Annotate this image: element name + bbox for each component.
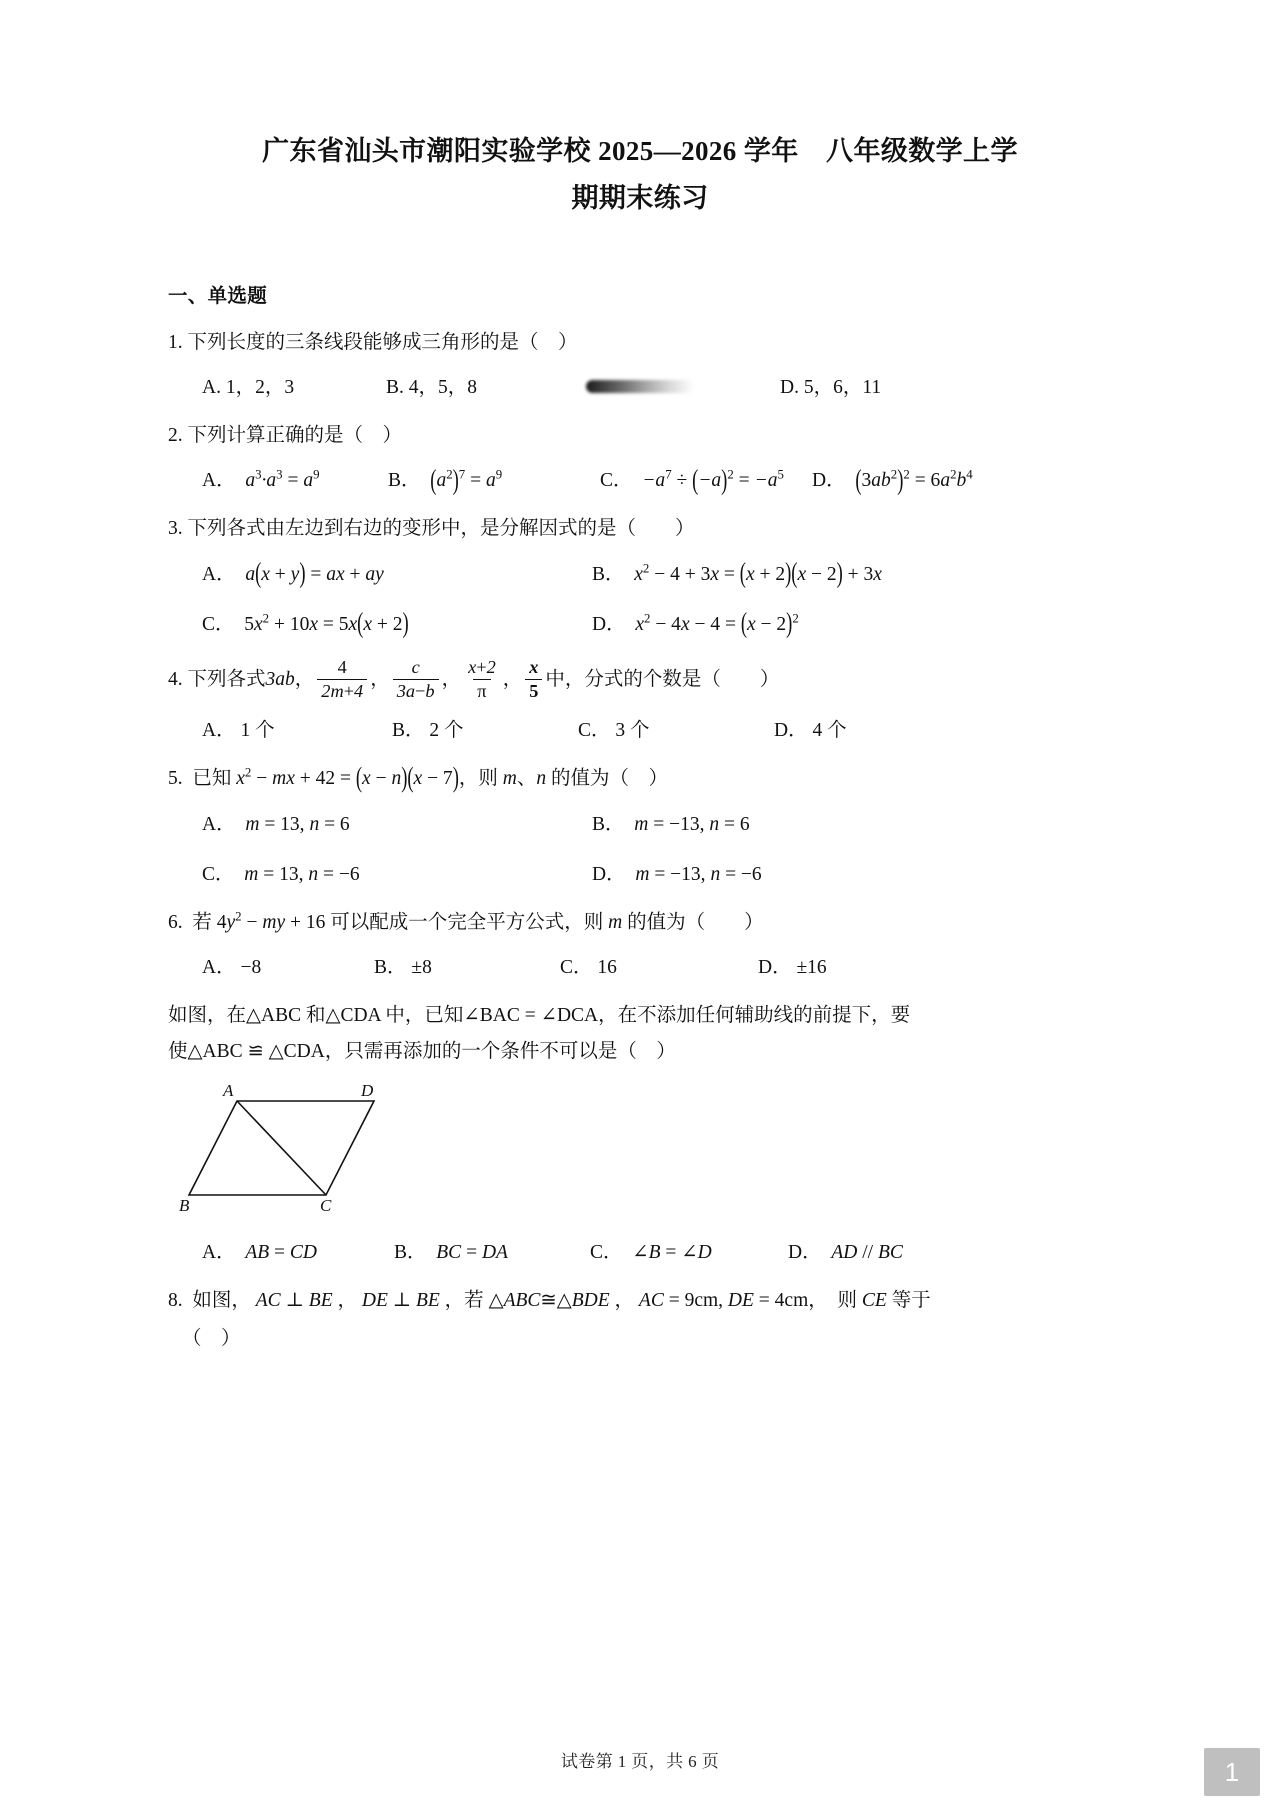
- question-7: [168, 999, 1112, 1271]
- option-5-b-math: m = −13, n = 6: [629, 813, 750, 835]
- option-4-a[interactable]: [202, 712, 392, 749]
- question-6-text: 若 $4y^2$ − my + 16 可以配成一个完全平方公式，则 m 的值为（ ）: [187, 909, 764, 933]
- option-6-a-text: −8: [240, 956, 262, 978]
- question-4-term-4: $\frac{x+2}{\pi}$: [468, 657, 496, 701]
- page-title: [0, 0, 1280, 223]
- option-6-b[interactable]: [374, 949, 560, 986]
- question-8-number: 8.: [168, 1289, 183, 1311]
- title-line-1: 广东省汕头市潮阳实验学校 2025—2026 学年 八年级数学上学: [262, 136, 1018, 166]
- option-3-d-label: D．: [592, 613, 626, 635]
- question-6-number: 6.: [168, 911, 183, 933]
- question-3: [168, 512, 1112, 642]
- question-3-options-row-2: [168, 606, 1112, 643]
- option-5-a-math: m = 13, n = 6: [240, 813, 350, 835]
- option-1-a-text: 1，2，3: [225, 377, 295, 399]
- option-4-d-label: D．: [774, 720, 808, 742]
- question-4-term-1: 3ab: [265, 668, 295, 690]
- option-6-c-label: C．: [560, 956, 593, 978]
- option-7-d-math: AD // BC: [826, 1241, 903, 1263]
- option-3-a-label: A．: [202, 563, 236, 585]
- question-1-text: 下列长度的三条线段能够成三角形的是（ ）: [187, 332, 578, 354]
- option-6-c-text: 16: [597, 956, 617, 978]
- option-4-c-label: C．: [578, 720, 611, 742]
- option-6-d[interactable]: [758, 949, 827, 986]
- figure-label-a: A: [223, 1083, 234, 1101]
- option-1-a-label: A.: [202, 377, 221, 399]
- option-5-c[interactable]: [202, 856, 592, 893]
- option-3-a[interactable]: [202, 556, 592, 593]
- option-4-b-label: B．: [392, 720, 425, 742]
- option-3-c-label: C．: [202, 613, 235, 635]
- option-7-a[interactable]: [202, 1234, 394, 1271]
- option-4-d-text: 4 个: [812, 720, 847, 742]
- page-number-badge: 1: [1204, 1748, 1260, 1796]
- question-4-term-2: $\frac{4}{2m+4}$: [317, 657, 367, 701]
- question-7-stem-line-1: 如图，在△ABC 和△CDA 中，已知∠BAC = ∠DCA，在不添加任何辅助线的前提下，要: [168, 1004, 911, 1026]
- question-4: [168, 656, 1112, 750]
- option-6-d-label: D．: [758, 956, 792, 978]
- option-3-d-math: $x^2 - 4x - 4 = (x - 2)^2$: [630, 607, 799, 640]
- option-7-b-label: B．: [394, 1241, 427, 1263]
- option-2-d-math: $(3ab^2)^2 = 6a^2b^4$: [855, 464, 973, 497]
- question-1-number: 1.: [168, 332, 183, 354]
- option-3-b-math: $x^2 - 4 + 3x = (x + 2)(x - 2) + 3x$: [629, 557, 882, 590]
- option-4-c-text: 3 个: [615, 720, 650, 742]
- exam-body: [0, 281, 1280, 1356]
- question-2-options: [168, 462, 1112, 499]
- question-3-options-row-1: [168, 556, 1112, 593]
- option-5-a[interactable]: [202, 806, 592, 843]
- option-7-d[interactable]: [788, 1234, 903, 1271]
- option-1-b-text: 4，5，8: [408, 377, 478, 399]
- page-footer: 试卷第 1 页，共 6 页: [560, 1752, 720, 1771]
- redaction-smear: [586, 380, 694, 393]
- question-2: [168, 419, 1112, 499]
- option-3-b-label: B．: [592, 563, 625, 585]
- option-7-c[interactable]: [590, 1234, 788, 1271]
- option-7-c-math: ∠B = ∠D: [632, 1241, 712, 1263]
- option-2-d-label: D．: [812, 470, 846, 492]
- option-2-b[interactable]: [388, 462, 600, 499]
- option-4-c[interactable]: [578, 712, 774, 749]
- question-7-figure: [168, 1083, 1112, 1224]
- option-2-b-math: $(a^2)^7 = a^9$: [430, 464, 503, 497]
- option-2-c[interactable]: [600, 462, 812, 499]
- question-3-stem: [168, 512, 1112, 546]
- option-6-a-label: A．: [202, 956, 236, 978]
- question-6: [168, 906, 1112, 986]
- question-8: [168, 1284, 1112, 1356]
- option-4-d[interactable]: [774, 712, 847, 749]
- question-2-stem: [168, 419, 1112, 453]
- option-1-d-label: D.: [780, 377, 799, 399]
- option-5-c-label: C．: [202, 863, 235, 885]
- option-3-c-math: $5x^2 + 10x = 5x(x + 2)$: [244, 607, 409, 640]
- question-8-stem-line-2: （ ）: [182, 1327, 241, 1349]
- question-4-number: 4.: [168, 668, 183, 690]
- option-3-a-math: a(x + y) = ax + ay: [240, 557, 384, 590]
- option-6-b-text: ±8: [411, 956, 432, 978]
- option-3-d[interactable]: [592, 606, 799, 643]
- figure-label-d: D: [361, 1083, 374, 1101]
- option-5-b[interactable]: [592, 806, 750, 843]
- question-4-term-5: $\frac{x}{5}$: [525, 657, 542, 701]
- option-2-d[interactable]: [812, 462, 973, 499]
- option-7-a-label: A．: [202, 1241, 236, 1263]
- option-2-c-label: C．: [600, 470, 633, 492]
- parallelogram-abcd-diagram: [174, 1083, 394, 1213]
- section-heading: 一、单选题: [168, 285, 268, 307]
- question-3-text: 下列各式由左边到右边的变形中，是分解因式的是（ ）: [187, 518, 695, 540]
- option-5-d-math: m = −13, n = −6: [630, 863, 762, 885]
- option-1-d[interactable]: [780, 369, 881, 406]
- title-line-2: 期期末练习: [571, 183, 709, 214]
- option-1-d-text: 5，6，11: [803, 377, 882, 399]
- question-5-number: 5.: [168, 768, 183, 790]
- option-4-b[interactable]: [392, 712, 578, 749]
- option-3-c[interactable]: [202, 606, 592, 643]
- question-5-options-row-2: [168, 856, 1112, 893]
- question-5-text: 已知 $x^2$ − mx + 42 = (x − n)(x − 7)，则 m、n 的值为（ ）: [187, 761, 668, 795]
- question-7-stem-line-2: 使△ABC ≌ △CDA，只需再添加的一个条件不可以是（ ）: [168, 1040, 676, 1062]
- option-2-b-label: B．: [388, 470, 421, 492]
- option-7-b-math: BC = DA: [431, 1241, 508, 1263]
- question-1: [168, 326, 1112, 406]
- question-4-stem: 4. 下列各式3ab， $\frac{4}{2m+4}$ ， $\frac{c}{3a-b}$ ， $\frac{x+2}{\pi}$ ， $\frac{x}{5}$ 中，分式的个数是（ ）: [168, 657, 780, 701]
- option-4-b-text: 2 个: [429, 720, 464, 742]
- question-8-text: 如图， AC ⊥ BE ， DE ⊥ BE ，若 △ABC≅△BDE ， AC = 9cm, DE = 4cm， 则 CE 等于: [187, 1289, 931, 1311]
- question-2-text: 下列计算正确的是（ ）: [187, 425, 403, 447]
- option-3-b[interactable]: [592, 556, 882, 593]
- question-5: [168, 762, 1112, 892]
- question-6-options: [168, 949, 1112, 986]
- question-7-options: [168, 1234, 1112, 1271]
- option-4-a-text: 1 个: [240, 720, 275, 742]
- question-1-options: [168, 369, 1112, 406]
- option-2-a[interactable]: [202, 462, 388, 499]
- figure-label-b: B: [179, 1196, 190, 1214]
- option-6-a[interactable]: [202, 949, 374, 986]
- option-5-b-label: B．: [592, 813, 625, 835]
- question-6-stem: [168, 906, 1112, 940]
- question-4-options: [168, 712, 1112, 749]
- option-7-d-label: D．: [788, 1241, 822, 1263]
- question-5-stem: [168, 762, 1112, 796]
- option-1-a[interactable]: [202, 369, 386, 406]
- option-2-c-math: $-a^7 \div (-a)^2 = -a^5$: [637, 464, 784, 497]
- option-7-a-math: AB = CD: [240, 1241, 318, 1263]
- option-7-b[interactable]: [394, 1234, 590, 1271]
- option-6-b-label: B．: [374, 956, 407, 978]
- option-5-a-label: A．: [202, 813, 236, 835]
- option-5-c-math: m = 13, n = −6: [239, 863, 360, 885]
- option-6-c[interactable]: [560, 949, 758, 986]
- option-2-a-label: A．: [202, 470, 236, 492]
- question-5-options-row-1: [168, 806, 1112, 843]
- figure-label-c: C: [320, 1196, 332, 1214]
- question-4-text-pre: 下列各式: [187, 668, 266, 690]
- question-8-stem-line-1: [168, 1284, 1112, 1318]
- question-4-term-3: $\frac{c}{3a-b}$: [393, 657, 439, 701]
- question-4-text-post: 中，分式的个数是（ ）: [545, 668, 780, 690]
- option-6-d-text: ±16: [796, 956, 827, 978]
- question-1-stem: [168, 326, 1112, 360]
- question-3-number: 3.: [168, 518, 183, 540]
- option-1-b[interactable]: [386, 369, 586, 406]
- option-5-d[interactable]: [592, 856, 762, 893]
- question-2-number: 2.: [168, 425, 183, 447]
- option-2-a-math: $a^3\cdot a^3 = a^9$: [240, 467, 320, 492]
- option-4-a-label: A．: [202, 720, 236, 742]
- option-5-d-label: D．: [592, 863, 626, 885]
- option-7-c-label: C．: [590, 1241, 623, 1263]
- option-1-b-label: B.: [386, 377, 404, 399]
- option-1-c-redacted[interactable]: [586, 369, 780, 406]
